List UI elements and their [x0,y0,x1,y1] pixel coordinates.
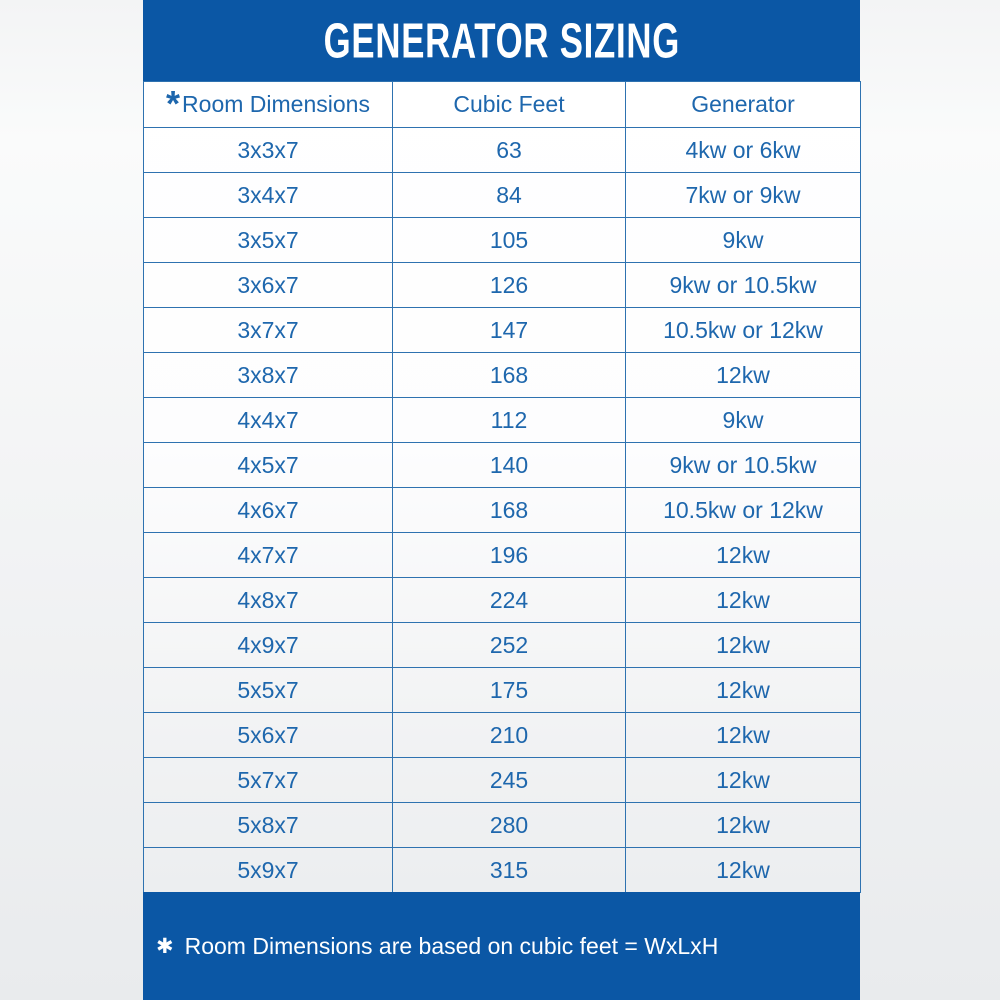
table-row [144,173,861,218]
table-row [144,488,861,533]
cell-cubic-feet: 196 [393,533,626,578]
cell-room-dimensions: 3x8x7 [144,353,393,398]
cell-generator: 12kw [626,623,861,668]
cell-cubic-feet: 105 [393,218,626,263]
cell-generator: 12kw [626,668,861,713]
footnote-text: Room Dimensions are based on cubic feet = WxLxH [184,932,719,959]
cell-cubic-feet: 168 [393,353,626,398]
cell-cubic-feet: 175 [393,668,626,713]
column-header-label: Generator [691,91,795,117]
cell-room-dimensions: 4x4x7 [144,398,393,443]
cell-room-dimensions: 4x8x7 [144,578,393,623]
cell-generator: 12kw [626,848,861,893]
table-header-row [144,82,861,128]
table-row [144,353,861,398]
cell-cubic-feet: 126 [393,263,626,308]
table-row [144,668,861,713]
cell-room-dimensions: 4x9x7 [144,623,393,668]
cell-generator: 9kw [626,218,861,263]
cell-room-dimensions: 3x3x7 [144,128,393,173]
cell-generator: 10.5kw or 12kw [626,488,861,533]
column-header-room-dimensions [144,82,393,128]
asterisk-icon: ✱ [156,934,174,958]
footnote-band [143,892,860,1000]
cell-cubic-feet: 84 [393,173,626,218]
column-header-cubic-feet [393,82,626,128]
cell-cubic-feet: 315 [393,848,626,893]
table-row [144,758,861,803]
cell-cubic-feet: 252 [393,623,626,668]
table-row [144,443,861,488]
cell-generator: 12kw [626,533,861,578]
table-row [144,263,861,308]
cell-room-dimensions: 5x7x7 [144,758,393,803]
asterisk-icon: * [166,83,181,124]
column-header-label: Cubic Feet [453,91,565,117]
cell-generator: 9kw or 10.5kw [626,263,861,308]
cell-room-dimensions: 4x7x7 [144,533,393,578]
header-band [143,0,860,81]
cell-room-dimensions: 3x5x7 [144,218,393,263]
table-body [144,128,861,893]
cell-cubic-feet: 112 [393,398,626,443]
table-row [144,308,861,353]
page-title: GENERATOR SIZING [323,12,680,69]
generator-sizing-table [143,81,861,893]
sizing-card [143,0,860,1000]
cell-cubic-feet: 168 [393,488,626,533]
cell-cubic-feet: 63 [393,128,626,173]
cell-cubic-feet: 224 [393,578,626,623]
table-row [144,533,861,578]
cell-room-dimensions: 5x8x7 [144,803,393,848]
cell-room-dimensions: 5x5x7 [144,668,393,713]
table-row [144,578,861,623]
cell-cubic-feet: 280 [393,803,626,848]
cell-generator: 12kw [626,758,861,803]
cell-generator: 12kw [626,803,861,848]
cell-generator: 7kw or 9kw [626,173,861,218]
cell-generator: 4kw or 6kw [626,128,861,173]
cell-room-dimensions: 4x5x7 [144,443,393,488]
cell-cubic-feet: 245 [393,758,626,803]
table-row [144,803,861,848]
cell-generator: 9kw or 10.5kw [626,443,861,488]
cell-room-dimensions: 5x9x7 [144,848,393,893]
cell-generator: 12kw [626,353,861,398]
cell-generator: 9kw [626,398,861,443]
cell-room-dimensions: 3x7x7 [144,308,393,353]
cell-cubic-feet: 147 [393,308,626,353]
table-row [144,848,861,893]
column-header-label: Room Dimensions [182,91,370,117]
cell-cubic-feet: 210 [393,713,626,758]
table-row [144,398,861,443]
cell-room-dimensions: 3x6x7 [144,263,393,308]
cell-room-dimensions: 4x6x7 [144,488,393,533]
table-row [144,623,861,668]
table-row [144,713,861,758]
cell-room-dimensions: 5x6x7 [144,713,393,758]
cell-cubic-feet: 140 [393,443,626,488]
table-row [144,128,861,173]
table-row [144,218,861,263]
cell-room-dimensions: 3x4x7 [144,173,393,218]
column-header-generator [626,82,861,128]
cell-generator: 12kw [626,578,861,623]
cell-generator: 12kw [626,713,861,758]
cell-generator: 10.5kw or 12kw [626,308,861,353]
